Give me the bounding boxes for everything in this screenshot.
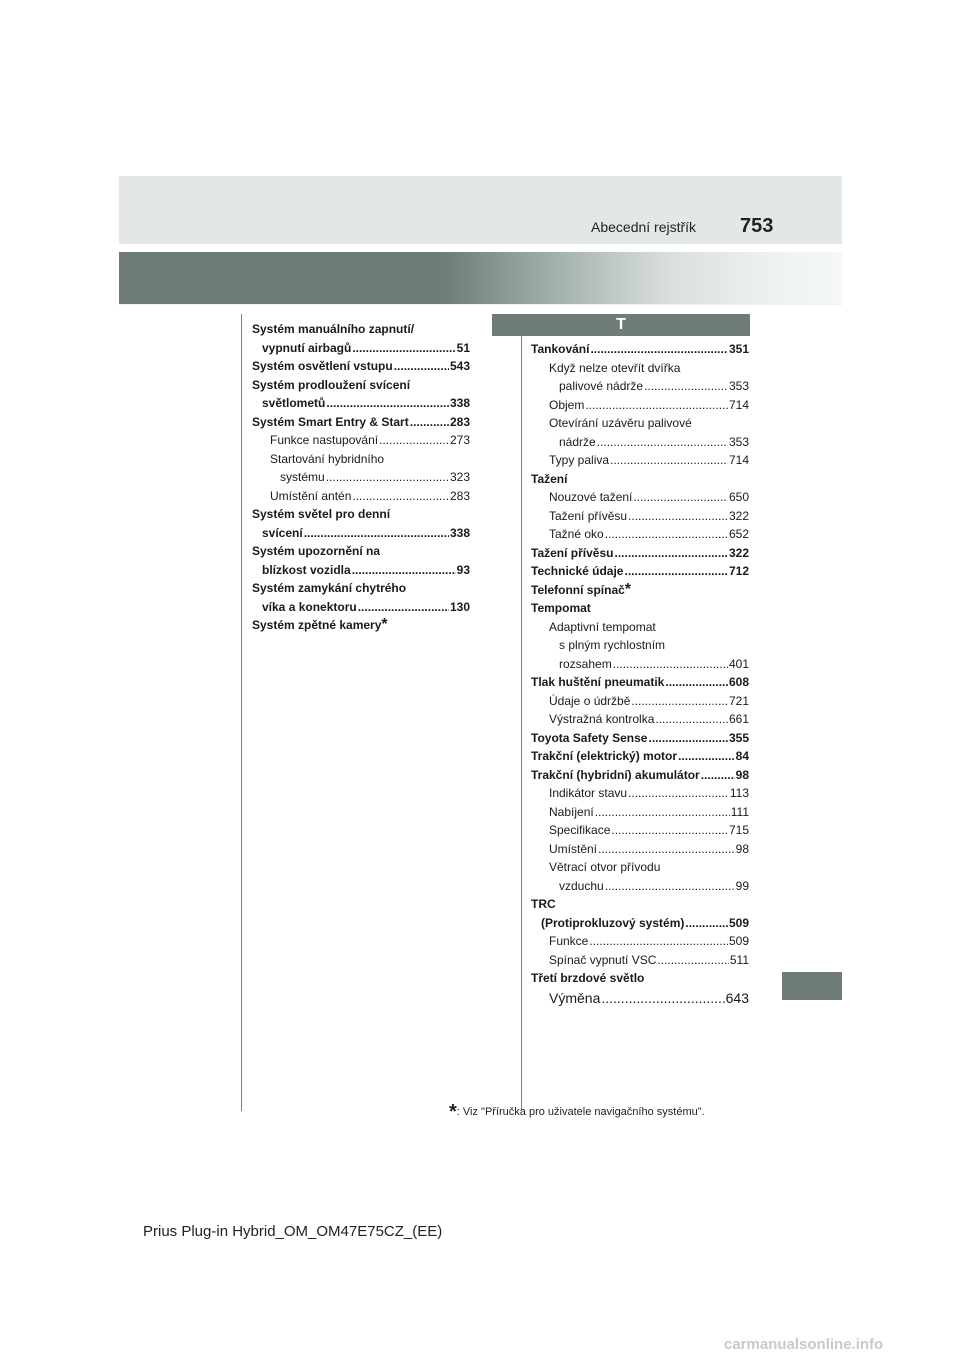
- dot-leader: [685, 914, 728, 933]
- index-subentry: [531, 858, 749, 895]
- dot-leader: [665, 673, 728, 692]
- index-subentry: [531, 451, 749, 470]
- entry-line: [549, 858, 749, 877]
- entry-line: [549, 433, 749, 452]
- entry-line: [252, 394, 470, 413]
- index-subentry: [531, 821, 749, 840]
- entry-text: vzduchu: [559, 878, 604, 893]
- index-subentry: [252, 431, 470, 450]
- entry-line: [549, 988, 749, 1008]
- dot-leader: [678, 747, 735, 766]
- entry-text: systému: [280, 470, 325, 484]
- entry-line: [549, 488, 749, 507]
- index-entry: [252, 505, 470, 542]
- entry-text: Trakční (hybridní) akumulátor: [531, 767, 700, 782]
- entry-line: [270, 431, 470, 450]
- dot-leader: [655, 710, 728, 729]
- index-entry: [252, 320, 470, 357]
- entry-line: [549, 877, 749, 896]
- page-reference: 652: [728, 527, 749, 541]
- header-band: [119, 176, 842, 244]
- banner-divider: [119, 304, 842, 305]
- entry-text: Systém světel pro denní: [252, 507, 391, 521]
- section-banner: [119, 252, 842, 304]
- index-subentry: [531, 692, 749, 711]
- page-reference: 509: [728, 915, 749, 930]
- page-reference: 283: [449, 414, 470, 429]
- index-column-right: [531, 340, 749, 1008]
- entry-line: [252, 357, 470, 376]
- dot-leader: [597, 433, 728, 452]
- index-subentry: [531, 396, 749, 415]
- entry-line: [252, 542, 470, 561]
- footnote-text: : Viz "Příručka pro uživatele navigačního systému".: [456, 1106, 705, 1118]
- page-reference: 712: [728, 564, 749, 578]
- entry-text: Spínač vypnutí VSC: [549, 952, 657, 967]
- index-entry: [531, 766, 749, 785]
- entry-text: Systém osvětlení vstupu: [252, 359, 393, 373]
- page-reference: 51: [456, 340, 470, 355]
- entry-text: TRC: [531, 897, 556, 911]
- index-entry: [531, 969, 749, 988]
- entry-text: Adaptivní tempomat: [549, 619, 656, 634]
- entry-text: Objem: [549, 397, 585, 412]
- dot-leader: [352, 339, 455, 358]
- entry-line: Systém zpětné kamery *: [252, 616, 388, 633]
- entry-line: [549, 396, 749, 415]
- entry-text: rozsahem: [559, 656, 612, 671]
- index-entry: [531, 340, 749, 359]
- dot-leader: [628, 784, 729, 803]
- dot-leader: [613, 655, 728, 674]
- page-reference: 273: [449, 433, 470, 447]
- entry-text: Funkce nastupování: [270, 433, 379, 447]
- footnote: [449, 1101, 705, 1123]
- page-reference: 643: [725, 989, 749, 1006]
- entry-line: [531, 729, 749, 748]
- entry-text: Otevírání uzávěru palivové: [549, 416, 692, 430]
- index-entry: [531, 581, 749, 600]
- page-reference: 338: [449, 396, 470, 410]
- page-reference: 323: [449, 470, 470, 484]
- entry-text: Toyota Safety Sense: [531, 730, 648, 745]
- entry-line: [549, 507, 749, 526]
- entry-line: [531, 544, 749, 563]
- dot-leader: [358, 598, 449, 617]
- section-letter-header: T: [492, 314, 750, 336]
- entry-line: [531, 914, 749, 933]
- entry-line: [252, 376, 470, 395]
- entry-text: Tažné oko: [549, 527, 604, 541]
- page-number: 753: [740, 215, 774, 237]
- entry-text: Specifikace: [549, 823, 611, 837]
- page-reference: 98: [735, 767, 749, 782]
- page-reference: 543: [449, 359, 470, 373]
- dot-leader: [701, 766, 735, 785]
- dot-leader: [304, 524, 449, 543]
- index-subentry: [531, 932, 749, 951]
- column-divider-left: [241, 314, 242, 1111]
- page-reference: 721: [728, 693, 749, 708]
- entry-text: Nabíjení: [549, 804, 594, 819]
- entry-text: Tankování: [531, 342, 590, 356]
- entry-text: vypnutí airbagů: [262, 340, 352, 355]
- entry-line: [549, 636, 749, 655]
- index-entry: [531, 673, 749, 692]
- dot-leader: [590, 340, 728, 359]
- entry-line: [252, 579, 470, 598]
- index-subentry: [531, 784, 749, 803]
- entry-line: [549, 451, 749, 470]
- entry-text: Systém zamykání chytrého: [252, 581, 407, 595]
- index-subentry: [531, 710, 749, 729]
- entry-text: Systém Smart Entry & Start: [252, 414, 409, 429]
- dot-leader: [605, 877, 735, 896]
- entry-line: [270, 450, 470, 469]
- entry-line: [252, 598, 470, 617]
- entry-line: [270, 468, 470, 487]
- entry-line: [252, 561, 470, 580]
- index-subentry: [531, 803, 749, 822]
- dot-leader: [598, 840, 735, 859]
- dot-leader: [601, 988, 724, 1008]
- index-subentry: [531, 988, 749, 1008]
- entry-text: Telefonní spínač: [531, 582, 625, 597]
- index-entry: [531, 599, 749, 618]
- entry-text: Výstražná kontrolka: [549, 712, 655, 726]
- entry-line: [252, 524, 470, 543]
- entry-text: Startování hybridního: [270, 451, 385, 466]
- dot-leader: [628, 507, 728, 526]
- index-entry: [252, 616, 470, 635]
- entry-line: [531, 562, 749, 581]
- document-footer: Prius Plug-in Hybrid_OM_OM47E75CZ_(EE): [143, 1223, 443, 1240]
- entry-line: [531, 895, 749, 914]
- entry-line: [549, 655, 749, 674]
- page-reference: 650: [728, 490, 749, 504]
- dot-leader: [624, 562, 727, 581]
- entry-text: Tažení přívěsu: [531, 545, 614, 560]
- page-reference: 608: [728, 675, 749, 689]
- dot-leader: [614, 544, 727, 563]
- entry-text: Když nelze otevřít dvířka: [549, 360, 681, 375]
- dot-leader: [644, 377, 728, 396]
- entry-text: Tempomat: [531, 601, 591, 615]
- dot-leader: [648, 729, 727, 748]
- entry-text: palivové nádrže: [559, 379, 644, 393]
- entry-text: světlometů: [262, 396, 326, 410]
- entry-text: Typy paliva: [549, 453, 610, 467]
- entry-line: [549, 932, 749, 951]
- index-entry: [252, 413, 470, 432]
- index-subentry: [531, 525, 749, 544]
- entry-line: [531, 470, 749, 489]
- entry-line: [252, 505, 470, 524]
- entry-text: Tažení: [531, 471, 568, 486]
- index-entry: [531, 747, 749, 766]
- page-reference: 715: [728, 823, 749, 837]
- page-reference: 322: [728, 545, 749, 560]
- page-reference: 661: [728, 712, 749, 726]
- page-reference: 93: [456, 562, 470, 577]
- dot-leader: [595, 803, 730, 822]
- entry-line: [549, 525, 749, 544]
- footnote-asterisk: *: [449, 1101, 457, 1123]
- dot-leader: [379, 431, 449, 450]
- page-reference: 283: [449, 488, 470, 503]
- entry-line: [549, 803, 749, 822]
- entry-text: víka a konektoru: [262, 599, 357, 614]
- index-subentry: [531, 359, 749, 396]
- entry-text: Systém manuálního zapnutí/: [252, 322, 415, 336]
- chapter-side-tab: [782, 972, 842, 1000]
- entry-line: [531, 747, 749, 766]
- dot-leader: [326, 394, 449, 413]
- page-reference: 714: [728, 453, 749, 467]
- entry-text: Systém zpětné kamery: [252, 618, 382, 632]
- entry-line: [252, 339, 470, 358]
- entry-line: [549, 692, 749, 711]
- dot-leader: [326, 468, 449, 487]
- entry-text: Indikátor stavu: [549, 786, 628, 800]
- entry-text: Systém prodloužení svícení: [252, 377, 411, 392]
- entry-line: [549, 377, 749, 396]
- entry-text: Funkce: [549, 934, 589, 948]
- dot-leader: [611, 821, 728, 840]
- index-entry: [531, 895, 749, 932]
- entry-line: Telefonní spínač *: [531, 580, 632, 598]
- page-reference: 98: [735, 841, 749, 856]
- index-entry: [252, 579, 470, 616]
- entry-text: Technické údaje: [531, 564, 624, 578]
- index-subentry: [531, 951, 749, 970]
- index-subentry: [531, 488, 749, 507]
- entry-text: Systém upozornění na: [252, 544, 381, 558]
- entry-line: [549, 359, 749, 378]
- entry-text: Výměna: [549, 989, 601, 1006]
- entry-line: [531, 673, 749, 692]
- entry-text: Údaje o údržbě: [549, 693, 631, 708]
- entry-text: (Protiprokluzový systém): [541, 915, 685, 930]
- entry-text: blízkost vozidla: [262, 562, 351, 577]
- entry-text: Větrací otvor přívodu: [549, 860, 661, 874]
- entry-line: [270, 487, 470, 506]
- entry-line: [549, 784, 749, 803]
- page-reference: 130: [449, 599, 470, 614]
- dot-leader: [589, 932, 728, 951]
- page-reference: 84: [735, 749, 749, 763]
- page-reference: 113: [729, 786, 749, 800]
- index-subentry: [531, 414, 749, 451]
- entry-text: nádrže: [559, 434, 596, 449]
- dot-leader: [657, 951, 728, 970]
- page-header-title: Abecední rejstřík: [591, 219, 697, 235]
- entry-line: [549, 414, 749, 433]
- page-reference: 355: [728, 730, 749, 745]
- entry-text: svícení: [262, 525, 303, 540]
- entry-line: [549, 618, 749, 637]
- index-entry: [531, 544, 749, 563]
- entry-line: [531, 599, 749, 618]
- entry-line: [549, 710, 749, 729]
- dot-leader: [631, 692, 728, 711]
- page-reference: 111: [730, 804, 749, 819]
- entry-line: [549, 951, 749, 970]
- dot-leader: [352, 561, 456, 580]
- entry-line: [531, 766, 749, 785]
- page-reference: 714: [728, 397, 749, 412]
- index-subentry: [531, 840, 749, 859]
- watermark: carmanualsonline.info: [724, 1336, 884, 1353]
- entry-text: Tažení přívěsu: [549, 508, 628, 523]
- index-subentry: [252, 450, 470, 487]
- entry-text: Nouzové tažení: [549, 490, 633, 504]
- entry-line: [549, 821, 749, 840]
- entry-line: [549, 840, 749, 859]
- dot-leader: [352, 487, 449, 506]
- page-reference: 509: [728, 934, 749, 948]
- index-subentry: [252, 487, 470, 506]
- dot-leader: [394, 357, 449, 376]
- entry-text: Umístění antén: [270, 488, 352, 503]
- index-entry: [252, 376, 470, 413]
- index-entry: [531, 729, 749, 748]
- index-entry: [531, 562, 749, 581]
- entry-text: Třetí brzdové světlo: [531, 971, 645, 985]
- index-subentry: [531, 618, 749, 674]
- page-reference: 353: [728, 434, 749, 449]
- index-subentry: [531, 507, 749, 526]
- dot-leader: [585, 396, 728, 415]
- index-column-left: [252, 320, 470, 635]
- entry-line: [531, 340, 749, 359]
- index-entry: [531, 470, 749, 489]
- page-reference: 351: [728, 342, 749, 356]
- dot-leader: [633, 488, 728, 507]
- page-reference: 99: [735, 878, 749, 893]
- page-reference: 353: [728, 379, 749, 393]
- column-divider-middle: [521, 336, 522, 1111]
- entry-text: Tlak huštění pneumatik: [531, 675, 665, 689]
- entry-text: Trakční (elektrický) motor: [531, 749, 678, 763]
- entry-text: Umístění: [549, 841, 598, 856]
- page-reference: 401: [728, 656, 749, 671]
- index-entry: [252, 357, 470, 376]
- entry-line: [252, 413, 470, 432]
- page-reference: 511: [729, 952, 749, 967]
- dot-leader: [410, 413, 449, 432]
- dot-leader: [605, 525, 728, 544]
- entry-line: [252, 320, 470, 339]
- page-reference: 322: [728, 508, 749, 523]
- entry-text: s plným rychlostním: [559, 638, 666, 652]
- index-entry: [252, 542, 470, 579]
- page-reference: 338: [449, 525, 470, 540]
- entry-line: [531, 969, 749, 988]
- dot-leader: [610, 451, 728, 470]
